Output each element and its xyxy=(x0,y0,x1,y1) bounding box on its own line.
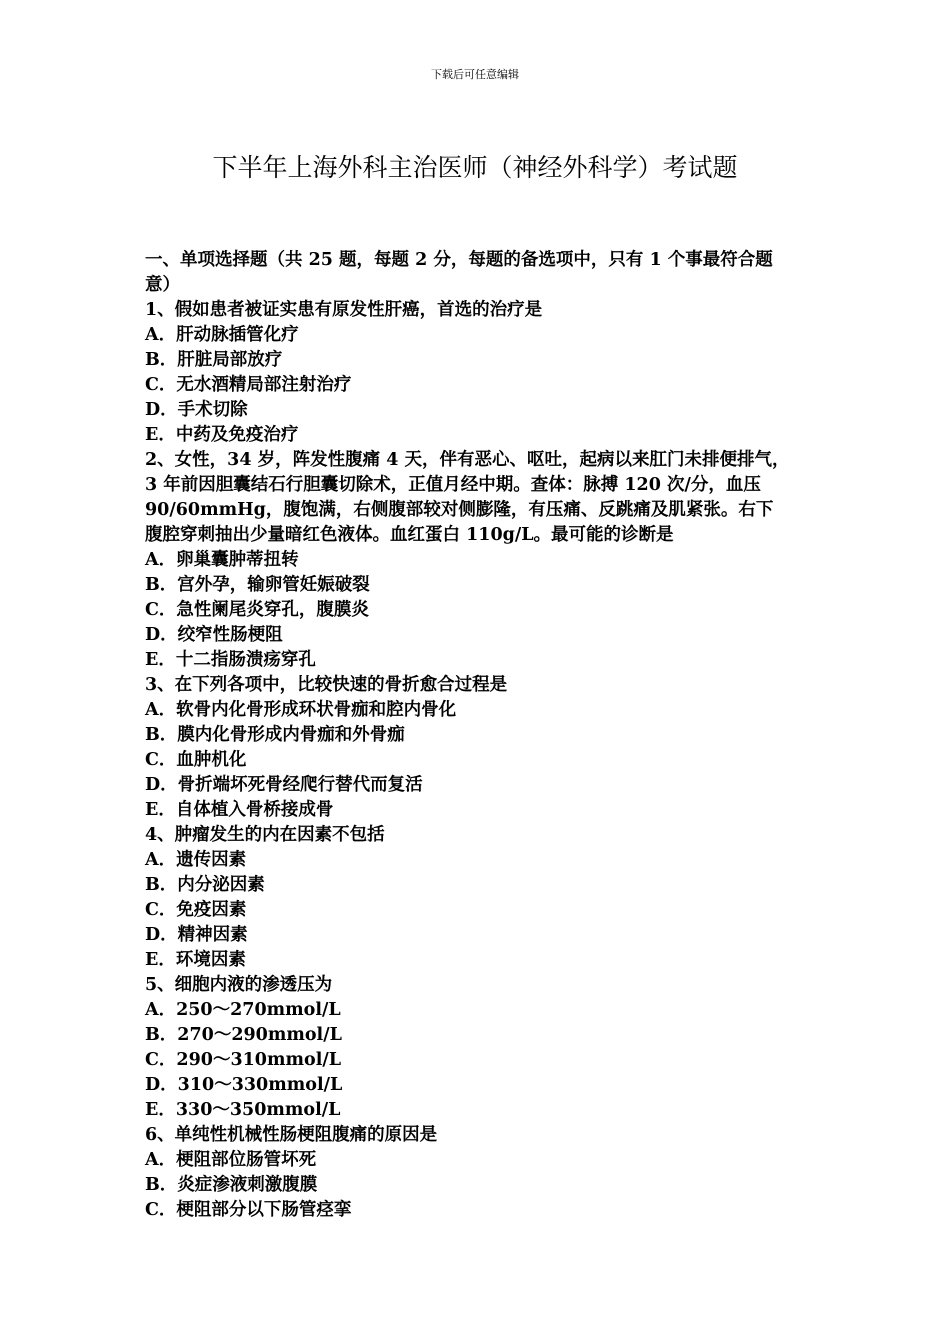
question-stem-continued: 90/60mmHg，腹饱满，右侧腹部较对侧膨隆，有压痛、反跳痛及肌紧张。右下 xyxy=(145,500,774,520)
question-stem: 3、在下列各项中，比较快速的骨折愈合过程是 xyxy=(145,675,508,695)
section-heading: 一、单项选择题（共 25 题，每题 2 分，每题的备选项中，只有 1 个事最符合题 xyxy=(145,250,773,270)
question-option-c: C．无水酒精局部注射治疗 xyxy=(145,375,352,395)
question-option-d: D．骨折端坏死骨经爬行替代而复活 xyxy=(145,775,423,795)
question-option-b: B．膜内化骨形成内骨痂和外骨痂 xyxy=(145,725,405,745)
document-title: 下半年上海外科主治医师（神经外科学）考试题 xyxy=(212,153,738,182)
question-option-a: A．梗阻部位肠管坏死 xyxy=(145,1150,317,1170)
question-option-c: C．急性阑尾炎穿孔，腹膜炎 xyxy=(145,600,369,620)
question-1 xyxy=(145,298,815,448)
question-option-e: E．自体植入骨桥接成骨 xyxy=(145,800,334,820)
section-heading-continued: 意） xyxy=(145,275,180,295)
question-option-d: D．310～330mmol/L xyxy=(145,1075,343,1095)
question-option-c: C．290～310mmol/L xyxy=(145,1050,342,1070)
header-note: 下载后可任意编辑 xyxy=(431,68,519,81)
question-6 xyxy=(145,1123,815,1223)
question-stem: 6、单纯性机械性肠梗阻腹痛的原因是 xyxy=(145,1125,438,1145)
question-option-a: A．250～270mmol/L xyxy=(145,1000,341,1020)
question-4 xyxy=(145,823,815,973)
question-option-b: B．270～290mmol/L xyxy=(145,1025,342,1045)
question-2 xyxy=(145,448,815,673)
question-stem: 1、假如患者被证实患有原发性肝癌，首选的治疗是 xyxy=(145,300,543,320)
question-option-c: C．免疫因素 xyxy=(145,900,247,920)
question-option-b: B．炎症渗液刺激腹膜 xyxy=(145,1175,318,1195)
question-3 xyxy=(145,673,815,823)
question-option-e: E．环境因素 xyxy=(145,950,246,970)
question-option-c: C．梗阻部分以下肠管痉挛 xyxy=(145,1200,352,1220)
document-body xyxy=(145,248,815,1223)
question-option-a: A．卵巢囊肿蒂扭转 xyxy=(145,550,299,570)
question-option-b: B．内分泌因素 xyxy=(145,875,265,895)
question-option-e: E．中药及免疫治疗 xyxy=(145,425,299,445)
question-stem-continued: 3 年前因胆囊结石行胆囊切除术，正值月经中期。查体：脉搏 120 次/分，血压 xyxy=(145,475,761,495)
question-option-a: A．遗传因素 xyxy=(145,850,247,870)
question-stem: 5、细胞内液的渗透压为 xyxy=(145,975,333,995)
question-stem-continued: 腹腔穿刺抽出少量暗红色液体。血红蛋白 110g/L。最可能的诊断是 xyxy=(145,525,674,545)
question-option-b: B．肝脏局部放疗 xyxy=(145,350,283,370)
question-option-d: D．精神因素 xyxy=(145,925,248,945)
question-option-e: E．330～350mmol/L xyxy=(145,1100,341,1120)
question-option-a: A．软骨内化骨形成环状骨痂和腔内骨化 xyxy=(145,700,457,720)
question-option-e: E．十二指肠溃疡穿孔 xyxy=(145,650,316,670)
question-option-c: C．血肿机化 xyxy=(145,750,247,770)
question-option-d: D．手术切除 xyxy=(145,400,248,420)
question-option-d: D．绞窄性肠梗阻 xyxy=(145,625,283,645)
question-5 xyxy=(145,973,815,1123)
question-stem: 2、女性，34 岁，阵发性腹痛 4 天，伴有恶心、呕吐，起病以来肛门未排便排气， xyxy=(145,450,790,470)
question-option-a: A．肝动脉插管化疗 xyxy=(145,325,299,345)
question-stem: 4、肿瘤发生的内在因素不包括 xyxy=(145,825,385,845)
question-option-b: B．宫外孕，输卵管妊娠破裂 xyxy=(145,575,370,595)
